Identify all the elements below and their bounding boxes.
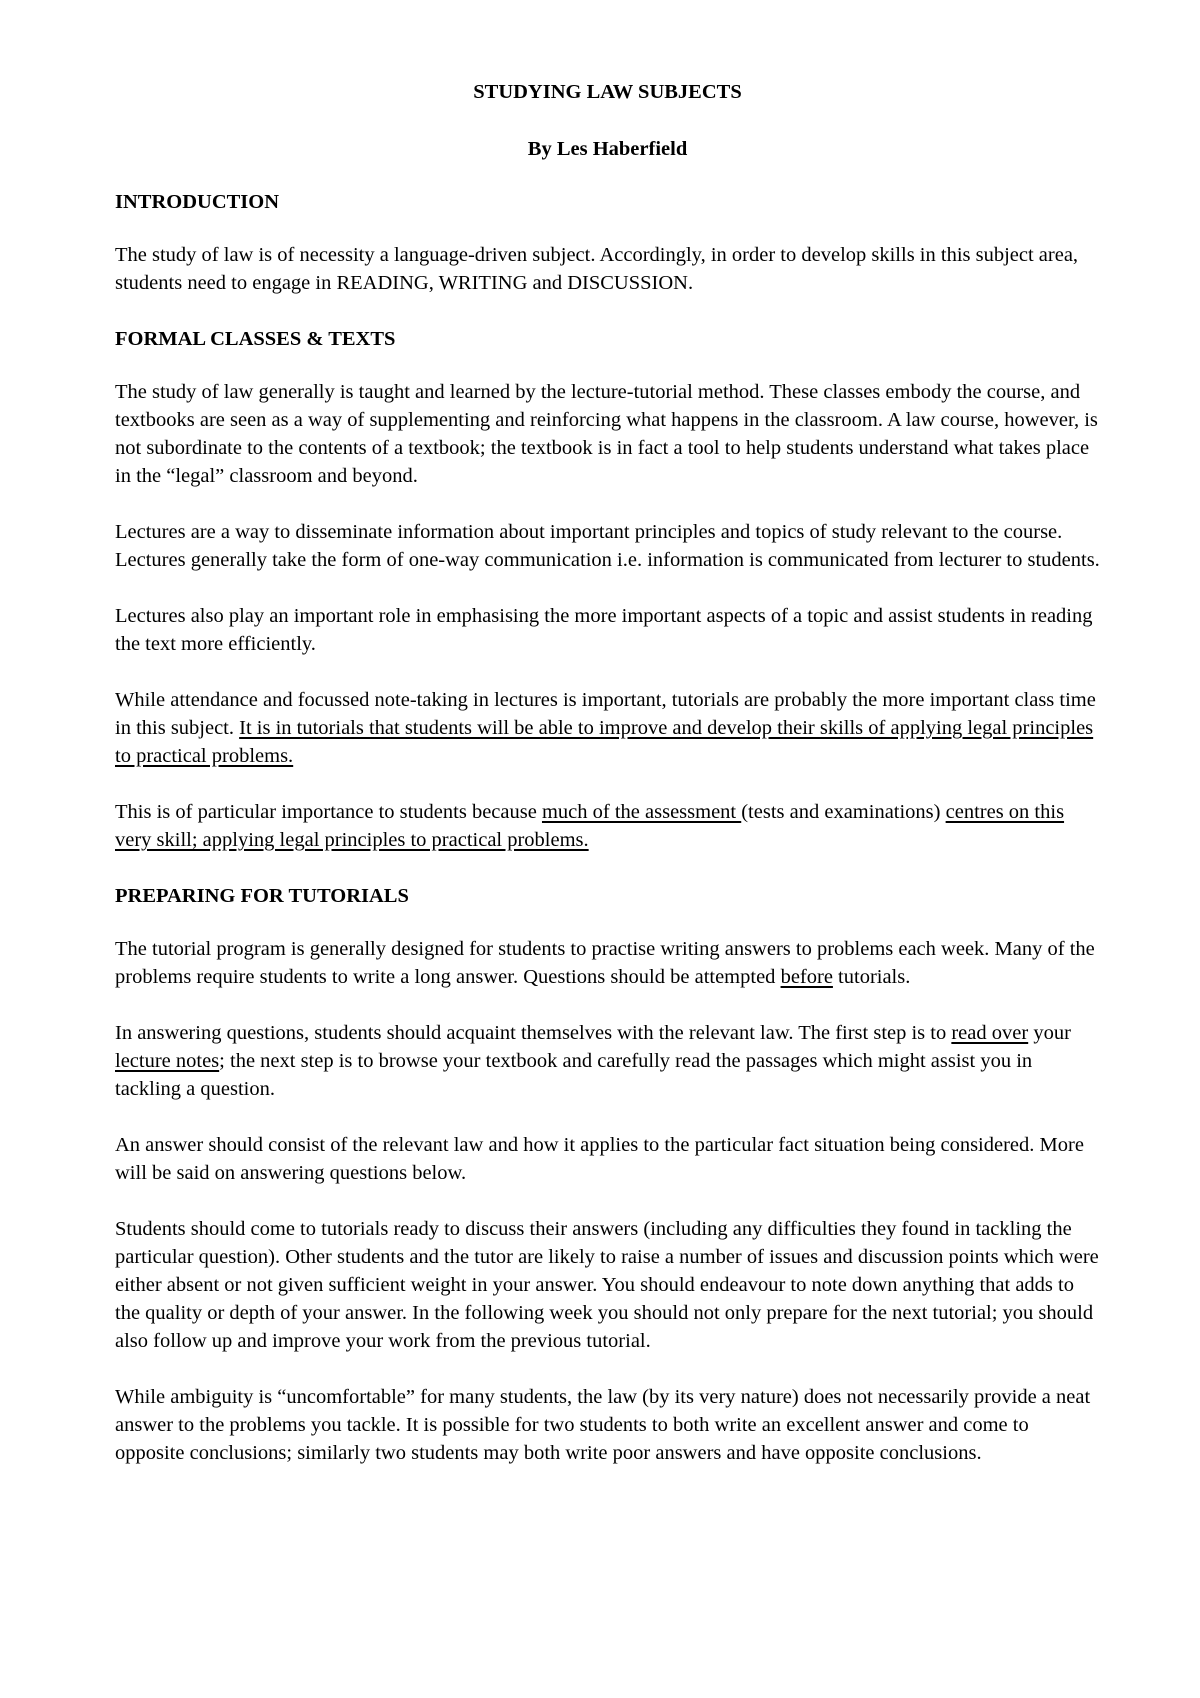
document-title: STUDYING LAW SUBJECTS xyxy=(473,81,742,103)
preparing-p1-underlined: before xyxy=(780,966,833,988)
heading-formal-classes: FORMAL CLASSES & TEXTS xyxy=(115,328,396,350)
preparing-p2-text-c: ; the next step is to browse your textbook and carefully read the passages which might assist you in tackling a question. xyxy=(115,1050,1033,1100)
intro-paragraph: The study of law is of necessity a language-driven subject. Accordingly, in order to develop skills in this subject area, students need to engage in READING, WRITING and DISCUSSION. xyxy=(115,244,1079,294)
formal-paragraph-3: Lectures also play an important role in emphasising the more important aspects of a topic and assist students in reading the text more efficiently. xyxy=(115,605,1093,655)
preparing-paragraph-4: Students should come to tutorials ready to discuss their answers (including any difficulties they found in tackling the particular question). Other students and the tutor are likely to raise a number of issues and discussion points which were either absent or not given sufficient weight in your answer. You should endeavour to note down anything that adds to the quality or depth of your answer. In the following week you should not only prepare for the next tutorial; you should also follow up and improve your work from the previous tutorial. xyxy=(115,1218,1099,1352)
document-byline: By Les Haberfield xyxy=(527,138,688,160)
preparing-paragraph-5: While ambiguity is “uncomfortable” for many students, the law (by its very nature) does not necessarily provide a neat answer to the problems you tackle. It is possible for two students to both write an excellent answer and come to opposite conclusions; similarly two students may both write poor answers and have opposite conclusions. xyxy=(115,1386,1091,1464)
preparing-p2-underlined-1: read over xyxy=(951,1022,1029,1044)
preparing-p2-text-b: your xyxy=(1028,1022,1071,1044)
formal-p5-text-a: This is of particular importance to students because xyxy=(115,801,542,823)
formal-paragraph-5 xyxy=(115,798,1100,854)
formal-p5-underlined-1: much of the assessment xyxy=(541,801,742,823)
formal-p4-text: While attendance and focussed note-taking in lectures is important, tutorials are probably the more important class time in this subject. xyxy=(115,689,1096,739)
formal-paragraph-2: Lectures are a way to disseminate information about important principles and topics of study relevant to the course. Lectures generally take the form of one-way communication i.e. information is communicated from lecturer to students. xyxy=(115,521,1100,571)
formal-p4-underlined: It is in tutorials that students will be able to improve and develop their skills of applying legal principles to practical problems. xyxy=(115,717,1094,767)
preparing-paragraph-3: An answer should consist of the relevant law and how it applies to the particular fact situation being considered. More will be said on answering questions below. xyxy=(115,1134,1084,1184)
formal-paragraph-1: The study of law generally is taught and learned by the lecture-tutorial method. These classes embody the course, and textbooks are seen as a way of supplementing and reinforcing what happens in the classroom. A law course, however, is not subordinate to the contents of a textbook; the textbook is in fact a tool to help students understand what takes place in the “legal” classroom and beyond. xyxy=(115,381,1098,487)
preparing-p1-text-b: tutorials. xyxy=(832,966,911,988)
preparing-p2-underlined-2: lecture notes xyxy=(115,1050,220,1072)
heading-preparing-tutorials: PREPARING FOR TUTORIALS xyxy=(115,885,409,907)
preparing-paragraph-2 xyxy=(115,1019,1100,1103)
formal-p5-text-b: (tests and examinations) xyxy=(741,801,946,823)
preparing-p2-text-a: In answering questions, students should acquaint themselves with the relevant law. The first step is to xyxy=(115,1022,952,1044)
formal-paragraph-4 xyxy=(115,686,1100,770)
preparing-paragraph-1 xyxy=(115,935,1100,991)
preparing-p1-text-a: The tutorial program is generally designed for students to practise writing answers to problems each week. Many of the problems require students to write a long answer. Questions should be attempted xyxy=(115,938,1095,988)
formal-p5-underlined-2: centres on this very skill; applying legal principles to practical problems. xyxy=(115,801,1065,851)
heading-introduction: INTRODUCTION xyxy=(115,191,280,213)
document-page xyxy=(115,78,1100,1495)
